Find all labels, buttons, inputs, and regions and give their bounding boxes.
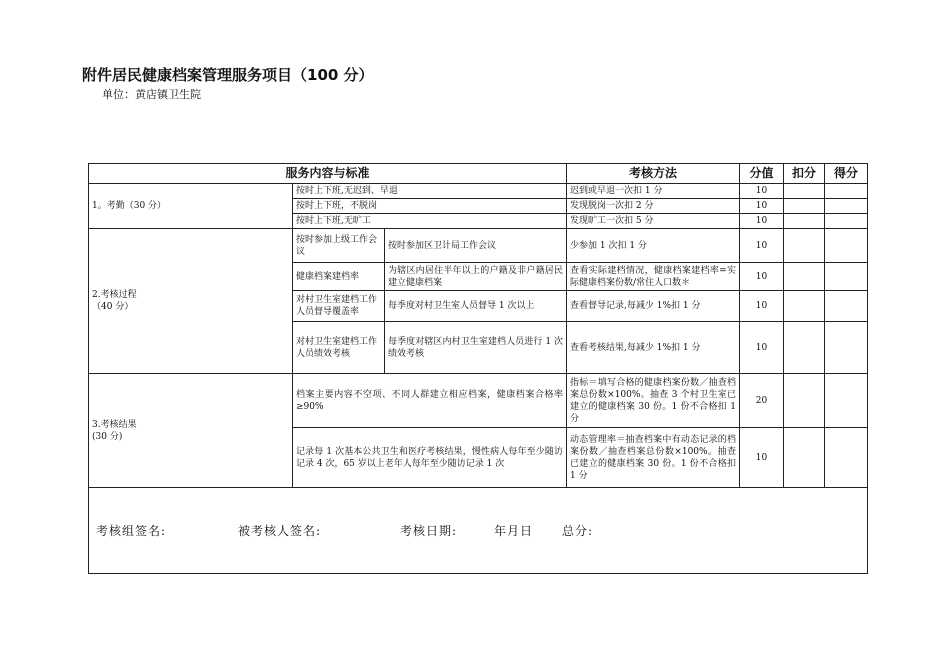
deduct-cell[interactable] [784, 184, 825, 199]
deduct-cell[interactable] [784, 263, 825, 291]
signature-examinee-label: 被考核人签名: [238, 523, 322, 538]
score-cell[interactable] [825, 374, 868, 428]
row-detail: 每季度对辖区内村卫生室建档人员进行 1 次绩效考核 [385, 322, 567, 374]
score-cell[interactable] [825, 199, 868, 214]
signature-date-label: 考核日期: [400, 523, 458, 538]
row-method: 发现旷工一次扣 5 分 [567, 214, 740, 229]
signature-ymd-label: 年月日 [494, 523, 534, 538]
section-label-line2: (30 分) [92, 431, 123, 442]
row-content: 按时上下班，不脱岗 [293, 199, 567, 214]
deduct-cell[interactable] [784, 322, 825, 374]
deduct-cell[interactable] [784, 428, 825, 488]
deduct-cell[interactable] [784, 291, 825, 322]
row-points: 10 [740, 184, 784, 199]
score-cell[interactable] [825, 229, 868, 263]
signature-group-label: 考核组签名: [96, 523, 167, 538]
signature-line [92, 523, 864, 539]
row-content: 按时上下班,无迟到、早退 [293, 184, 567, 199]
row-item: 按时参加上级工作会议 [293, 229, 385, 263]
row-method: 查看实际建档情况，健康档案建档率=实际健康档案份数/常住人口数＊ [567, 263, 740, 291]
row-item: 对村卫生室建档工作人员绩效考核 [293, 322, 385, 374]
row-item: 健康档案建档率 [293, 263, 385, 291]
row-method: 查看考核结果,每减少 1%扣 1 分 [567, 322, 740, 374]
header-content: 服务内容与标准 [89, 164, 567, 184]
row-method: 指标＝填写合格的健康档案份数／抽查档案总份数×100%。抽查 3 个村卫生室已建立的健康档案 30 份。1 份不合格扣 1 分 [567, 374, 740, 428]
header-method: 考核方法 [567, 164, 740, 184]
section-label-line1: 2.考核过程 [92, 290, 137, 301]
deduct-cell[interactable] [784, 214, 825, 229]
score-cell[interactable] [825, 291, 868, 322]
table-row [89, 184, 868, 199]
row-method: 动态管理率＝抽查档案中有动态记录的档案份数／抽查档案总份数×100%。抽查已建立的健康档案 30 份。1 份不合格扣 1 分 [567, 428, 740, 488]
deduct-cell[interactable] [784, 199, 825, 214]
section-label-process [89, 229, 293, 374]
row-points: 10 [740, 263, 784, 291]
row-detail: 每季度对村卫生室人员督导 1 次以上 [385, 291, 567, 322]
score-cell[interactable] [825, 214, 868, 229]
score-cell[interactable] [825, 184, 868, 199]
table-row [89, 374, 868, 428]
row-points: 10 [740, 322, 784, 374]
deduct-cell[interactable] [784, 374, 825, 428]
signature-cell [89, 488, 868, 574]
row-content: 记录每 1 次基本公共卫生和医疗考核结果，慢性病人每年至少随访记录 4 次，65 岁以上老年人每年至少随访记录 1 次 [293, 428, 567, 488]
row-content: 按时上下班,无旷工 [293, 214, 567, 229]
score-cell[interactable] [825, 322, 868, 374]
deduct-cell[interactable] [784, 229, 825, 263]
header-deduct: 扣分 [784, 164, 825, 184]
score-cell[interactable] [825, 263, 868, 291]
assessment-table [88, 163, 868, 574]
document-title: 附件居民健康档案管理服务项目（100 分） [82, 66, 374, 84]
header-score: 得分 [825, 164, 868, 184]
row-points: 10 [740, 428, 784, 488]
row-points: 20 [740, 374, 784, 428]
header-row [89, 164, 868, 184]
row-method: 少参加 1 次扣 1 分 [567, 229, 740, 263]
unit-label: 单位：黄店镇卫生院 [102, 88, 201, 101]
header-points: 分值 [740, 164, 784, 184]
table-row [89, 229, 868, 263]
row-method: 迟到或早退一次扣 1 分 [567, 184, 740, 199]
row-detail: 按时参加区卫计局工作会议 [385, 229, 567, 263]
row-points: 10 [740, 214, 784, 229]
section-label-line2: （40 分） [92, 302, 134, 313]
signature-total-label: 总分: [562, 523, 594, 538]
row-points: 10 [740, 229, 784, 263]
row-content: 档案主要内容不空项、不同人群建立相应档案，健康档案合格率≥90% [293, 374, 567, 428]
section-label-line1: 3.考核结果 [92, 419, 137, 430]
section-label-attendance: 1。考勤（30 分） [89, 184, 293, 229]
score-cell[interactable] [825, 428, 868, 488]
row-points: 10 [740, 291, 784, 322]
section-label-result [89, 374, 293, 488]
signature-row [89, 488, 868, 574]
row-item: 对村卫生室建档工作人员督导覆盖率 [293, 291, 385, 322]
row-method: 查看督导记录,每减少 1%扣 1 分 [567, 291, 740, 322]
row-method: 发现脱岗一次扣 2 分 [567, 199, 740, 214]
row-points: 10 [740, 199, 784, 214]
row-detail: 为辖区内居住半年以上的户籍及非户籍居民建立健康档案 [385, 263, 567, 291]
